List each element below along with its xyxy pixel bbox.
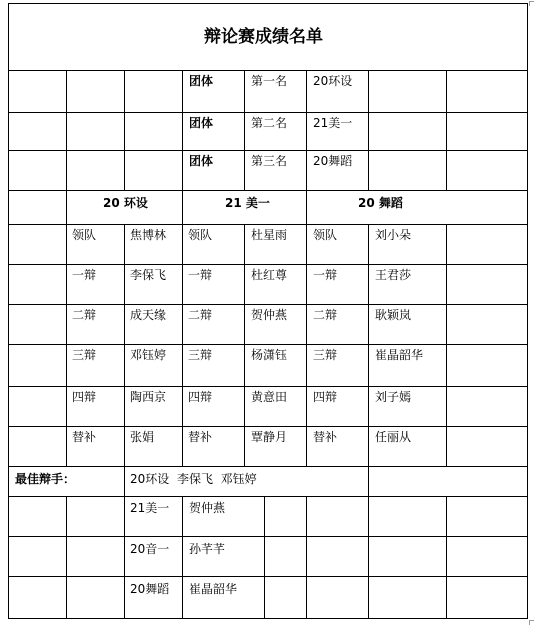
rule-best-2-bottom xyxy=(8,536,528,537)
team-2-member: 贺仲燕 xyxy=(251,308,288,322)
team-2-role: 三辩 xyxy=(188,348,213,362)
rule-best-f xyxy=(368,496,369,619)
rule-bottom xyxy=(8,618,528,619)
team-2-member: 杨潇钰 xyxy=(251,348,288,362)
team-1-header: 20 环设 xyxy=(103,196,148,210)
rank-3-place: 第三名 xyxy=(251,154,288,168)
team-1-member: 陶西京 xyxy=(130,390,167,404)
team-1-member: 成天缘 xyxy=(130,308,167,322)
rule-team-b xyxy=(182,190,183,225)
rank-3-team: 20舞蹈 xyxy=(313,154,353,168)
rank-1-label: 团体 xyxy=(189,74,214,88)
rule-col-f xyxy=(368,70,369,191)
best-entry-team: 20舞蹈 xyxy=(130,582,170,596)
rule-member-d xyxy=(244,224,245,467)
rank-2-place: 第二名 xyxy=(251,116,288,130)
rule-member-1-bottom xyxy=(8,264,528,265)
team-1-role: 二辩 xyxy=(72,308,97,322)
team-2-member: 杜星雨 xyxy=(251,228,288,242)
team-3-member: 耿颖岚 xyxy=(375,308,412,322)
rule-col-c xyxy=(182,70,183,191)
rule-team-a xyxy=(66,190,67,225)
team-1-role: 四辩 xyxy=(72,390,97,404)
team-1-role: 领队 xyxy=(72,228,97,242)
rule-rank-3-bottom xyxy=(8,190,528,191)
rule-team-c xyxy=(306,190,307,225)
rule-right xyxy=(527,3,528,619)
rule-rank-2-bottom xyxy=(8,150,528,151)
best-debaters-label: 最佳辩手： xyxy=(15,472,76,486)
team-3-member: 任丽从 xyxy=(375,430,412,444)
corner-mark-top xyxy=(529,1,534,6)
rule-best-b xyxy=(124,496,125,619)
best-entry-names: 贺仲燕 xyxy=(189,501,226,515)
best-entry-team: 20环设 xyxy=(130,472,170,486)
team-1-member: 邓钰婷 xyxy=(130,348,167,362)
rule-member-2-bottom xyxy=(8,304,528,305)
team-2-role: 领队 xyxy=(188,228,213,242)
team-3-role: 三辩 xyxy=(313,348,338,362)
rule-best-g xyxy=(446,496,447,619)
team-3-header: 20 舞蹈 xyxy=(358,196,403,210)
rule-best-header-b xyxy=(368,466,369,497)
team-3-role: 四辩 xyxy=(313,390,338,404)
best-entry-team: 21美一 xyxy=(130,501,170,515)
team-2-role: 替补 xyxy=(188,430,213,444)
rule-member-a xyxy=(66,224,67,467)
team-1-role: 替补 xyxy=(72,430,97,444)
team-2-role: 二辩 xyxy=(188,308,213,322)
rule-left xyxy=(8,3,9,619)
team-2-member: 黄意田 xyxy=(251,390,288,404)
rule-member-3-bottom xyxy=(8,344,528,345)
rule-title-bottom xyxy=(8,70,528,71)
team-2-header: 21 美一 xyxy=(225,196,270,210)
team-3-role: 替补 xyxy=(313,430,338,444)
rule-best-c xyxy=(182,496,183,619)
team-2-member: 覃静月 xyxy=(251,430,288,444)
team-2-role: 一辩 xyxy=(188,268,213,282)
team-3-member: 王君莎 xyxy=(375,268,412,282)
rule-best-a xyxy=(66,496,67,619)
rule-member-e xyxy=(306,224,307,467)
rank-3-label: 团体 xyxy=(189,154,214,168)
rule-member-f xyxy=(368,224,369,467)
rule-best-d xyxy=(264,496,265,619)
rule-col-b xyxy=(124,70,125,191)
rule-member-g xyxy=(446,224,447,467)
rule-team-header-bottom xyxy=(8,224,528,225)
best-entry-names: 李保飞 邓钰婷 xyxy=(177,472,257,486)
rule-member-b xyxy=(124,224,125,467)
team-3-member: 刘小朵 xyxy=(375,228,412,242)
rule-member-6-bottom xyxy=(8,466,528,467)
team-3-role: 领队 xyxy=(313,228,338,242)
rule-member-c xyxy=(182,224,183,467)
rule-col-a xyxy=(66,70,67,191)
team-1-member: 李保飞 xyxy=(130,268,167,282)
best-entry-names: 孙芊芊 xyxy=(189,542,226,556)
team-3-member: 崔晶韶华 xyxy=(375,348,424,362)
rank-2-label: 团体 xyxy=(189,116,214,130)
team-3-role: 一辩 xyxy=(313,268,338,282)
team-2-member: 杜红尊 xyxy=(251,268,288,282)
team-2-role: 四辩 xyxy=(188,390,213,404)
rule-col-g xyxy=(446,70,447,191)
team-1-member: 焦博林 xyxy=(130,228,167,242)
rule-member-5-bottom xyxy=(8,426,528,427)
team-3-member: 刘子嫣 xyxy=(375,390,412,404)
rule-top xyxy=(8,3,528,4)
rule-best-header-a xyxy=(124,466,125,497)
team-1-role: 一辩 xyxy=(72,268,97,282)
rank-1-team: 20环设 xyxy=(313,74,353,88)
rule-best-3-bottom xyxy=(8,576,528,577)
rule-member-4-bottom xyxy=(8,386,528,387)
rule-rank-1-bottom xyxy=(8,112,528,113)
rule-col-e xyxy=(306,70,307,191)
rank-1-place: 第一名 xyxy=(251,74,288,88)
best-entry-team: 20音一 xyxy=(130,542,170,556)
rule-col-d xyxy=(244,70,245,191)
team-3-role: 二辩 xyxy=(313,308,338,322)
rule-best-1-bottom xyxy=(8,496,528,497)
corner-mark-bottom xyxy=(529,620,534,625)
rank-2-team: 21美一 xyxy=(313,116,353,130)
best-entry-names: 崔晶韶华 xyxy=(189,582,238,596)
team-1-member: 张娟 xyxy=(130,430,155,444)
team-1-role: 三辩 xyxy=(72,348,97,362)
rule-best-e xyxy=(306,496,307,619)
page-title: 辩论赛成绩名单 xyxy=(204,27,323,47)
